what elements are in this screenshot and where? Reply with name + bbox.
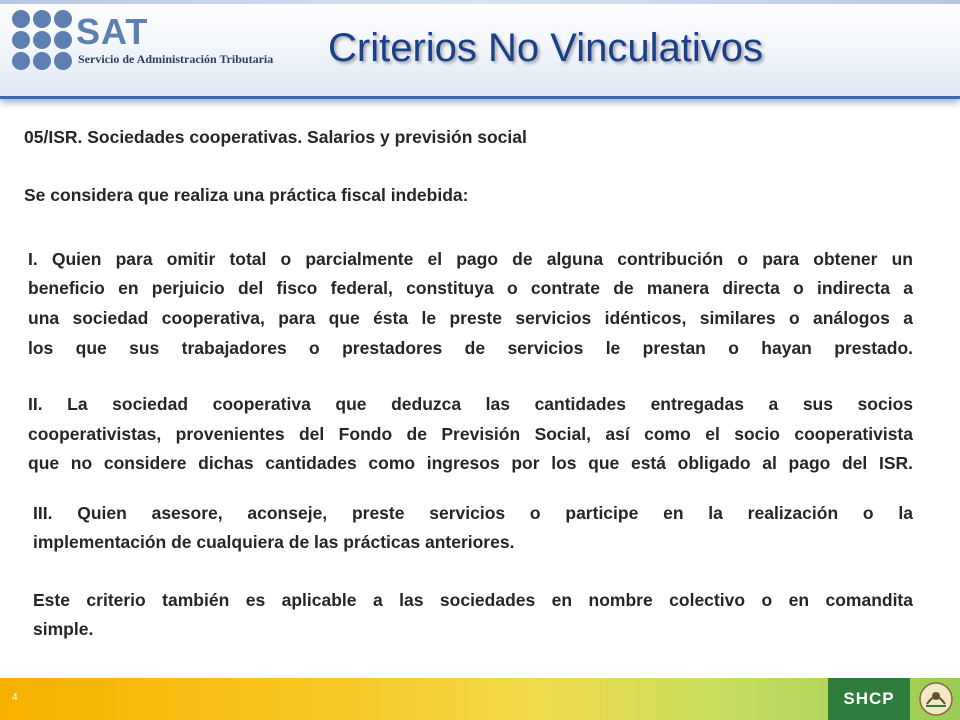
paragraph-1-line-1: I. Quien para omitir total o parcialmente el pago de alguna contribución o para obtener un [28,249,913,269]
paragraph-1-line-3: una sociedad cooperativa, para que ésta le preste servicios idénticos, similares o análogos a [28,308,913,328]
page-number: 4 [12,692,18,703]
paragraph-3-line-2: implementación de cualquiera de las prácticas anteriores. [33,532,515,552]
paragraph-1-line-2: beneficio en perjuicio del fisco federal, constituya o contrate de manera directa o indirecta a [28,278,913,298]
criterion-heading: 05/ISR. Sociedades cooperativas. Salarios y previsión social [24,127,527,147]
slide-title: Criterios No Vinculativos [328,26,763,70]
shcp-logo: SHCP [828,678,910,720]
paragraph-1-line-4: los que sus trabajadores o prestadores de servicios le prestan o hayan prestado. [28,338,913,358]
intro-text: Se considera que realiza una práctica fiscal indebida: [24,185,469,205]
slide-footer [0,678,960,720]
paragraph-3-line-1: III. Quien asesore, aconseje, preste servicios o participe en la realización o la [33,503,913,523]
sat-logo-text: SAT [76,11,149,52]
paragraph-4-line-2: simple. [33,619,94,639]
paragraph-4-line-1: Este criterio también es aplicable a las sociedades en nombre colectivo o en comandita [33,590,913,610]
paragraph-2-line-1: II. La sociedad cooperativa que deduzca las cantidades entregadas a sus socios [28,394,913,414]
paragraph-2-line-3: que no considere dichas cantidades como ingresos por los que está obligado al pago del ISR. [28,453,913,473]
mexico-seal-icon [914,680,958,718]
sat-logo-subtitle: Servicio de Administración Tributaria [78,52,274,66]
paragraph-2-line-2: cooperativistas, provenientes del Fondo de Previsión Social, así como el socio cooperativista [28,424,913,444]
